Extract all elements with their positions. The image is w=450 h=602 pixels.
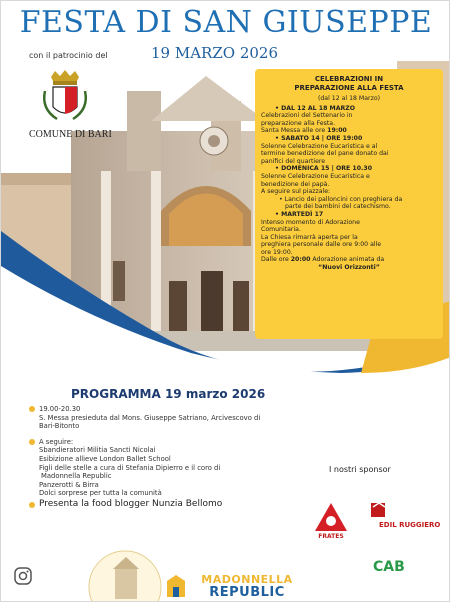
celebration-text: Dalle ore 20:00 Adorazione animata da (261, 256, 385, 264)
celebration-text: Intenso momento di Adorazione (261, 218, 360, 226)
celebration-text: parte dei bambini del catechismo. (285, 203, 391, 211)
celebration-text: • Lancio dei palloncini con preghiera da (279, 195, 403, 203)
celebration-heading-2: • SABATO 14 | ORE 19:00 (275, 134, 363, 142)
celebration-text: Celebrazioni del Settenario in (261, 112, 353, 120)
madonnella-republic-icon (165, 573, 187, 599)
celebration-text: Solenne Celebrazione Eucaristica e (261, 172, 370, 180)
celebration-heading-4: • MARTEDÌ 17 (275, 210, 324, 218)
celebration-text: termine benedizione del pane donato dai (261, 150, 389, 158)
bullet-dot-icon (29, 502, 35, 508)
list-item: A seguire: Sbandieratori Militia Sancti Nicolai Esibizione allieve London Ballet School Figli delle stelle a cura di Stefania Dipierro e il coro di Madonnella Republic Panzerotti & Birra Dolci sorprese per tutta la comunità (29, 438, 329, 498)
celebration-text: Solenne Celebrazione Eucaristica e al (261, 142, 378, 150)
madonnella-republic-logo: MADONNELLA REPUBLIC (201, 573, 293, 600)
celebration-heading-3: • DOMENICA 15 | ORE 10.30 (275, 165, 373, 173)
celebration-text: Santa Messa alle ore 19:00 (261, 127, 347, 135)
programma-title: PROGRAMMA 19 marzo 2026 (71, 387, 266, 401)
list-item: Presenta la food blogger Nunzia Bellomo (29, 500, 329, 509)
celebration-text: preghiera personale dalle ore 9:00 alle (261, 241, 382, 249)
list-item: 19.00-20.30 S. Messa presieduta dal Mons. Giuseppe Satriano, Arcivescovo di Bari-Bitonto (29, 405, 329, 431)
event-date: 19 MARZO 2026 (151, 44, 279, 62)
celebration-text: panifici del quartiere (261, 157, 326, 165)
celebration-text: A seguire sul piazzale: (261, 188, 331, 196)
comune-di-bari-crest-icon (39, 69, 91, 127)
bullet-dot-icon (29, 406, 35, 412)
celebration-text: benedizione dei papà. (261, 180, 330, 188)
comune-name: COMUNE DI BARI (29, 129, 112, 140)
celebration-text: Comunitaria. (261, 226, 301, 234)
celebration-heading-1: • DAL 12 AL 18 MARZO (275, 104, 356, 112)
celebrations-period: (dal 12 al 18 Marzo) (317, 95, 381, 102)
celebration-text: ore 19:00. (261, 248, 293, 256)
bullet-dot-icon (29, 439, 35, 445)
instagram-icon (13, 566, 33, 586)
parish-logo-icon (79, 547, 171, 602)
patronage-text: con il patrocinio del (29, 51, 108, 60)
cab-logo: CAB (373, 559, 405, 575)
edil-ruggiero-name: EDIL RUGGIERO (379, 521, 441, 529)
programma-list (29, 405, 329, 509)
celebrations-title: CELEBRAZIONI IN PREPARAZIONE ALLA FESTA (294, 75, 404, 92)
celebration-text: “Nuovi Orizzonti” (318, 264, 380, 272)
page-title: FESTA DI SAN GIUSEPPE (19, 5, 433, 40)
celebration-text: preparazione alla Festa. (261, 119, 336, 127)
celebrations-box (255, 69, 443, 339)
celebration-text: La Chiesa rimarrà aperta per la (261, 233, 358, 241)
frates-name: FRATES (318, 533, 344, 540)
sponsor-label: I nostri sponsor (329, 465, 391, 474)
edil-ruggiero-logo-icon (369, 499, 429, 539)
